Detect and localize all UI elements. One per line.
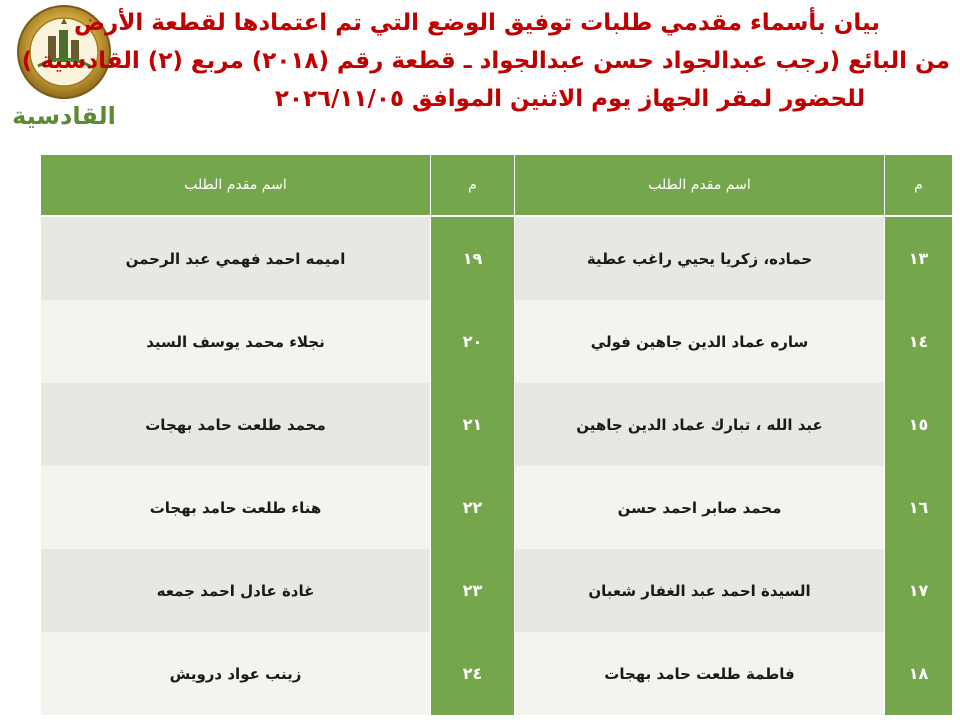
applicant-name: اميمه احمد فهمي عبد الرحمن: [41, 216, 431, 300]
table-row: [41, 466, 953, 549]
title-line-2: من البائع (رجب عبدالجواد حسن عبدالجواد ـ قطعة رقم (٢٠١٨) مربع (٢) القادسية ): [21, 48, 950, 74]
header-name-2: اسم مقدم الطلب: [41, 155, 431, 216]
row-number: ١٧: [885, 549, 953, 632]
applicant-name: عبد الله ، تبارك عماد الدين جاهين: [515, 383, 885, 466]
row-number: ١٤: [885, 300, 953, 383]
city-name: القادسية: [12, 102, 116, 130]
row-number: ٢٠: [431, 300, 515, 383]
row-number: ١٨: [885, 632, 953, 715]
header-num-2: م: [431, 155, 515, 216]
row-number: ٢٣: [431, 549, 515, 632]
document-title: [21, 4, 950, 118]
table-row: [41, 383, 953, 466]
header-num-1: م: [885, 155, 953, 216]
row-number: ١٩: [431, 216, 515, 300]
table-row: [41, 216, 953, 300]
applicant-name: ساره عماد الدين جاهين فولي: [515, 300, 885, 383]
applicant-name: هناء طلعت حامد بهجات: [41, 466, 431, 549]
applicant-name: حماده، زكريا يحيي راغب عطية: [515, 216, 885, 300]
row-number: ١٣: [885, 216, 953, 300]
applicants-table: [40, 155, 953, 715]
table-row: [41, 549, 953, 632]
row-number: ١٦: [885, 466, 953, 549]
applicant-name: فاطمة طلعت حامد بهجات: [515, 632, 885, 715]
table-row: [41, 300, 953, 383]
applicant-name: غادة عادل احمد جمعه: [41, 549, 431, 632]
applicant-name: محمد صابر احمد حسن: [515, 466, 885, 549]
row-number: ٢٢: [431, 466, 515, 549]
title-line-3: للحضور لمقر الجهاز يوم الاثنين الموافق ٢٠٢٦/١١/٠٥: [274, 86, 866, 112]
applicant-name: السيدة احمد عبد الغفار شعبان: [515, 549, 885, 632]
row-number: ١٥: [885, 383, 953, 466]
applicant-name: نجلاء محمد يوسف السيد: [41, 300, 431, 383]
row-number: ٢٤: [431, 632, 515, 715]
title-line-1: بيان بأسماء مقدمي طلبات توفيق الوضع التي تم اعتمادها لقطعة الأرض: [74, 10, 880, 36]
row-number: ٢١: [431, 383, 515, 466]
table-row: [41, 632, 953, 715]
table-header-row: [41, 155, 953, 216]
applicant-name: زينب عواد درويش: [41, 632, 431, 715]
applicant-name: محمد طلعت حامد بهجات: [41, 383, 431, 466]
header-name-1: اسم مقدم الطلب: [515, 155, 885, 216]
